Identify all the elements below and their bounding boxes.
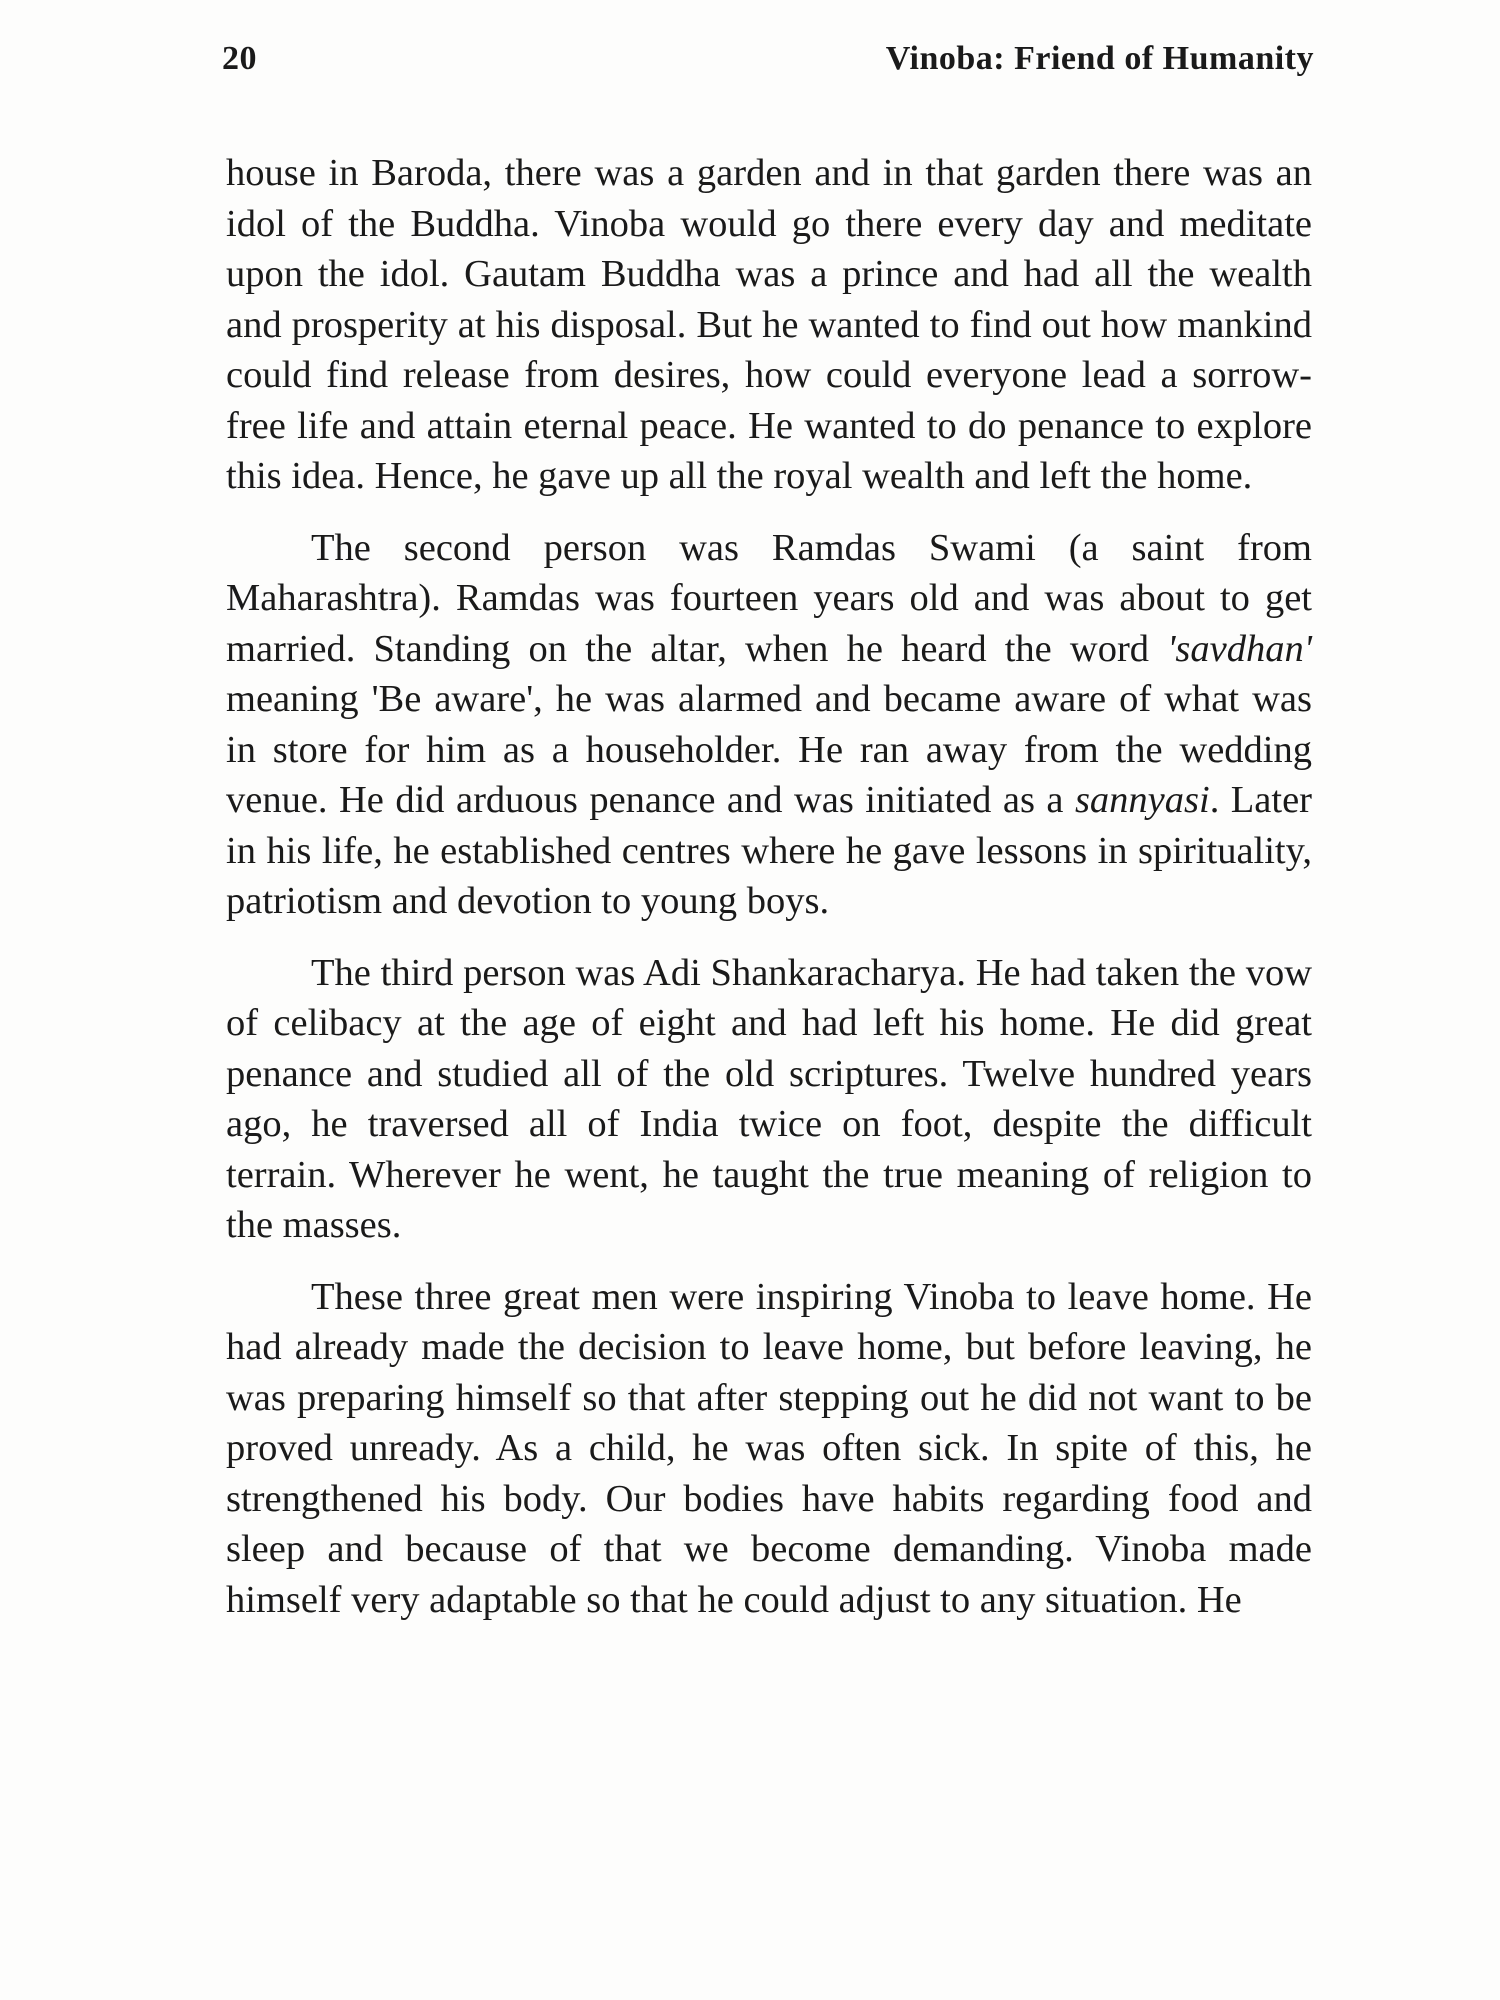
paragraph-ramdas (226, 523, 1312, 927)
paragraph-ramdas-text-3: . Later in his life, he established centres where he gave lessons in spirituality, patriotism and devotion to young boys. (226, 779, 1312, 922)
running-head (222, 40, 1314, 90)
page-number: 20 (222, 40, 257, 77)
paragraph-vinoba: These three great men were inspiring Vinoba to leave home. He had already made the decision to leave home, but before leaving, he was preparing himself so that after stepping out he did not want to be proved unready. As a child, he was often sick. In spite of this, he strengthened his body. Our bodies have habits regarding food and sleep and because of that we become demanding. Vinoba made himself very adaptable so that he could adjust to any situation. He (226, 1275, 1312, 1621)
paragraph-shankaracharya: The third person was Adi Shankaracharya. He had taken the vow of celibacy at the age of eight and had left his home. He did great penance and studied all of the old scriptures. Twelve hundred years ago, he traversed all of India twice on foot, despite the difficult terrain. Wherever he went, he taught the true meaning of religion to the masses. (226, 951, 1312, 1246)
term-sannyasi: sannyasi (1074, 779, 1210, 821)
paragraph-ramdas-text-1: The second person was Ramdas Swami (a saint from Maharashtra). Ramdas was fourteen years old and was about to get married. Standing on the altar, when he heard the word (226, 526, 1312, 670)
body-text (226, 148, 1312, 1646)
book-title: Vinoba: Friend of Humanity (885, 40, 1314, 77)
term-savdhan: 'savdhan' (1167, 627, 1312, 670)
paragraph-buddha: house in Baroda, there was a garden and in that garden there was an idol of the Buddha. Vinoba would go there every day and meditate upon the idol. Gautam Buddha was a prince and had all the wealth and prosperity at his disposal. But he wanted to find out how mankind could find release from desires, how could everyone lead a sorrow-free life and attain eternal peace. He wanted to do penance to explore this idea. Hence, he gave up all the royal wealth and left the home. (226, 152, 1312, 497)
paragraph-ramdas-text-2: meaning 'Be aware', he was alarmed and became aware of what was in store for him as a householder. He ran away from the wedding venue. He did arduous penance and was initiated as a (226, 678, 1312, 821)
